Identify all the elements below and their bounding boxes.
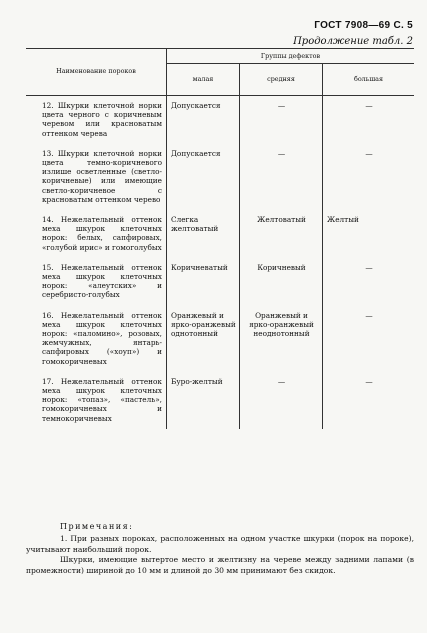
cell-small: Слегка желтоватый xyxy=(167,210,240,258)
cell-large: — xyxy=(365,101,373,110)
cell-medium: — xyxy=(240,96,323,144)
col-header-large: большая xyxy=(323,64,415,96)
table-row xyxy=(26,258,414,306)
page-header: ГОСТ 7908—69 С. 5 xyxy=(314,20,413,31)
cell-large: — xyxy=(365,262,373,272)
table-row xyxy=(26,210,414,258)
defect-name: 13. Шкурки клеточной норки цвета темно-коричневого излише осветленные (светло-коричневые) или имеющие светло-коричневое с красноватым оттенком черево xyxy=(26,144,167,210)
cell-small: Допускается xyxy=(167,144,240,210)
cell-medium: Желтоватый xyxy=(240,210,323,258)
defects-table xyxy=(26,48,414,429)
cell-medium: — xyxy=(240,372,323,429)
defect-name: 16. Нежелательный оттенок меха шкурок клеточных норок: «паломино», розовых, жемчужных, янтарь-сапфировых («хоуп») и гомокоричневых xyxy=(26,306,167,372)
note-item: 1. При разных пороках, расположенных на одном участке шкурки (порок на пороке), учитывают наибольший порок. xyxy=(26,534,414,554)
table-row xyxy=(26,372,414,429)
cell-large: — xyxy=(365,310,373,320)
col-header-medium: средняя xyxy=(240,64,323,96)
table-row xyxy=(26,306,414,372)
note-item: Шкурки, имеющие вытертое место и желтизну на череве между задними лапами (в промежности) шириной до 10 мм и длиной до 30 мм принимают без скидок. xyxy=(26,555,414,575)
col-header-name: Наименование пороков xyxy=(26,49,167,96)
cell-small: Буро-желтый xyxy=(167,372,240,429)
cell-large: — xyxy=(365,376,373,386)
cell-large: — xyxy=(365,148,373,158)
notes-title: Примечания: xyxy=(60,522,134,531)
defect-name: 15. Нежелательный оттенок меха шкурок клеточных норок: «алеутских» и серебристо-голубых xyxy=(26,258,167,306)
cell-small: Оранжевый и ярко-оранжевый однотонный xyxy=(167,306,240,372)
defect-name: 17. Нежелательный оттенок меха шкурок клеточных норок: «топаз», «пастель», гомокоричневых и темнокоричневых xyxy=(26,372,167,429)
col-header-group: Группы дефектов xyxy=(167,49,415,64)
table-row xyxy=(26,144,414,210)
cell-small: Коричневатый xyxy=(167,258,240,306)
notes-section xyxy=(26,522,414,576)
cell-medium: Оранжевый и ярко-оранжевый неоднотонный xyxy=(240,306,323,372)
defect-name: 12. Шкурки клеточной норки цвета черного с коричневым черевом или красноватым оттенком черева xyxy=(26,96,167,144)
col-header-small: малая xyxy=(167,64,240,96)
cell-medium: — xyxy=(240,144,323,210)
cell-large: Желтый xyxy=(327,215,359,225)
cell-small: Допускается xyxy=(167,96,240,144)
cell-medium: Коричневый xyxy=(240,258,323,306)
defect-name: 14. Нежелательный оттенок меха шкурок клеточных норок: белых, сапфировых, «голубой ирис» и гомоголубых xyxy=(26,210,167,258)
table-row xyxy=(26,96,414,144)
table-continuation-label: Продолжение табл. 2 xyxy=(293,36,413,47)
